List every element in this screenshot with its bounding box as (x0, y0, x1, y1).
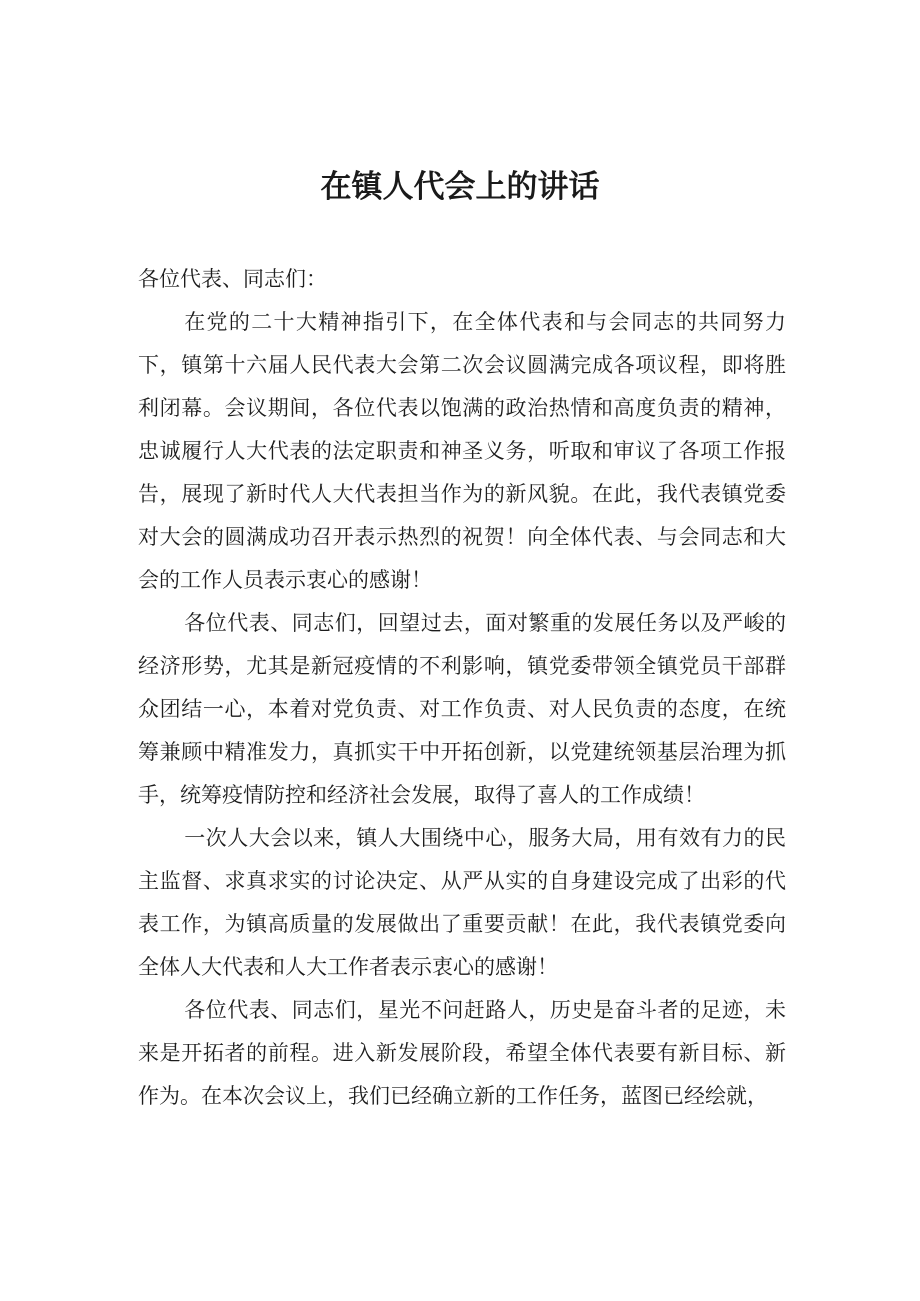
document-title: 在镇人代会上的讲话 (320, 169, 600, 205)
paragraph-1: 在党的二十大精神指引下，在全体代表和与会同志的共同努力下，镇第十六届人民代表大会第二次会议圆满完成各项议程，即将胜利闭幕。会议期间，各位代表以饱满的政治热情和高度负责的精神，忠诚履行人大代表的法定职责和神圣义务，听取和审议了各项工作报告，展现了新时代人大代表担当作为的新风貌。在此，我代表镇党委对大会的圆满成功召开表示热烈的祝贺！向全体代表、与会同志和大会的工作人员表示衷心的感谢！ (138, 310, 786, 592)
salutation: 各位代表、同志们： (138, 267, 327, 291)
paragraph-3: 一次人大会以来，镇人大围绕中心，服务大局，用有效有力的民主监督、求真求实的讨论决定、从严从实的自身建设完成了出彩的代表工作，为镇高质量的发展做出了重要贡献！在此，我代表镇党委向全体人大代表和人大工作者表示衷心的感谢！ (138, 826, 786, 979)
paragraph-4: 各位代表、同志们，星光不问赶路人，历史是奋斗者的足迹，未来是开拓者的前程。进入新发展阶段，希望全体代表要有新目标、新作为。在本次会议上，我们已经确立新的工作任务，蓝图已经绘就， (138, 998, 786, 1108)
document-body (138, 258, 786, 1118)
paragraph-2: 各位代表、同志们，回望过去，面对繁重的发展任务以及严峻的经济形势，尤其是新冠疫情的不利影响，镇党委带领全镇党员干部群众团结一心，本着对党负责、对工作负责、对人民负责的态度，在统筹兼顾中精准发力，真抓实干中开拓创新，以党建统领基层治理为抓手，统筹疫情防控和经济社会发展，取得了喜人的工作成绩！ (138, 611, 786, 807)
